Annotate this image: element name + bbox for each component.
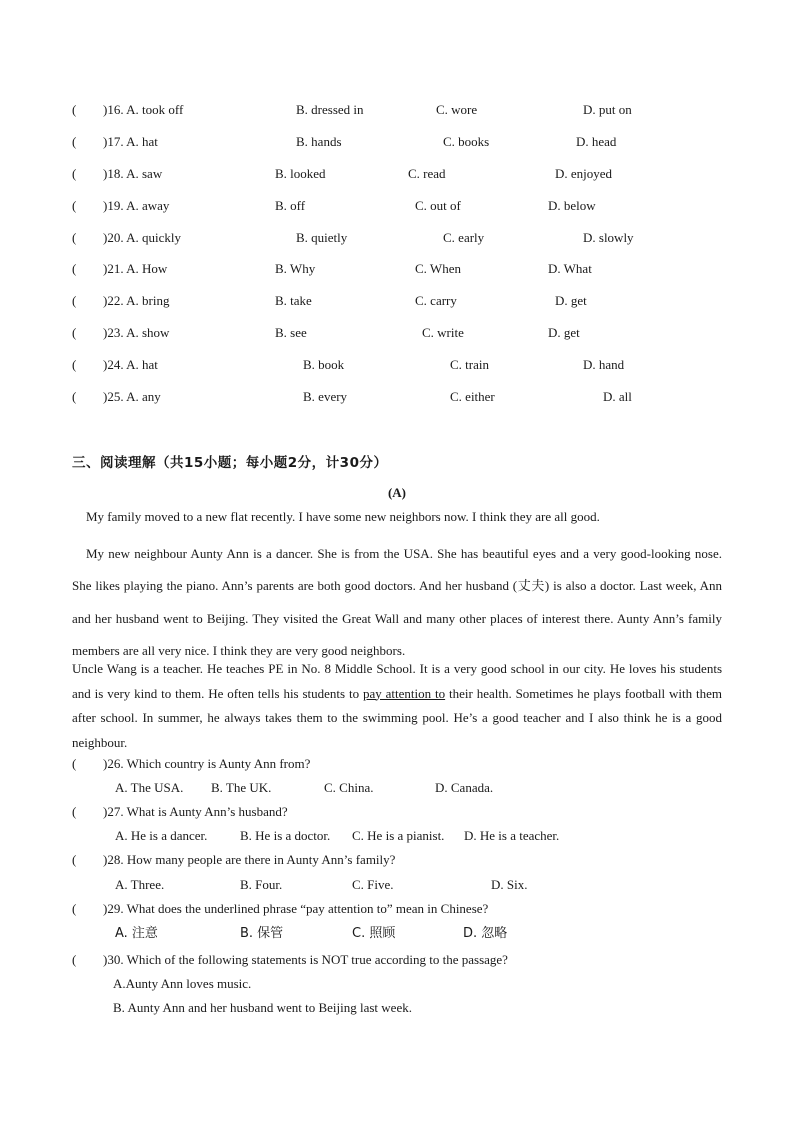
answer-paren: ( <box>72 102 77 117</box>
paragraph-text: their health. Sometimes he plays football with them after school. In summer, he always takes them to the swimming pool. He’s a good teacher and I also think he is a good neighbour. <box>72 685 722 750</box>
answer-paren: ( <box>72 293 77 308</box>
option-b: B. Aunty Ann and her husband went to Beijing last week. <box>113 1000 412 1015</box>
section-title: 三、阅读理解（共15小题；每小题2分，计30分） <box>72 455 388 471</box>
answer-paren: ( <box>72 134 77 149</box>
option-c: C. train <box>450 357 489 372</box>
option-c: C. wore <box>436 102 478 117</box>
option-c: C. books <box>443 134 490 149</box>
paragraph-text: ) is also a doctor. Last week, Ann and her husband went to Beijing. They visited the Great Wall and many other places of interest there. Aunty Ann’s family members are all very nice. I think they are very good neighbors. <box>72 578 722 658</box>
option-c: C. write <box>422 325 464 340</box>
option-b: B. dressed in <box>296 102 364 117</box>
answer-paren: ( <box>72 357 77 372</box>
option-c: C. 照顾 <box>352 926 396 941</box>
question-stem: )21. A. How <box>103 261 168 276</box>
option-d: D. What <box>548 261 592 276</box>
option-c: C. When <box>415 261 461 276</box>
option-a: A. 注意 <box>115 926 158 941</box>
option-d: D. get <box>555 293 587 308</box>
option-d: D. all <box>603 389 632 404</box>
passage-paragraph-1: My family moved to a new flat recently. I have some new neighbors now. I think they are all good. <box>86 509 600 524</box>
option-b: B. book <box>303 357 345 372</box>
answer-paren: ( <box>72 756 77 771</box>
question-stem: )29. What does the underlined phrase “pay attention to” mean in Chinese? <box>103 901 489 916</box>
question-stem: )25. A. any <box>103 389 161 404</box>
option-a: A.Aunty Ann loves music. <box>113 976 252 991</box>
option-c: C. carry <box>415 293 457 308</box>
question-stem: )20. A. quickly <box>103 230 181 245</box>
underlined-phrase: pay attention to <box>362 685 446 701</box>
paragraph-text: Uncle Wang is a teacher. He teaches PE in No. 8 Middle School. It is a very good school in our city. He loves his students and is very kind to them. He often tells his students to <box>72 661 722 701</box>
answer-paren: ( <box>72 389 77 404</box>
option-d: D. enjoyed <box>555 166 613 181</box>
option-d: D. below <box>548 198 596 213</box>
option-d: D. Six. <box>491 877 528 892</box>
option-b: B. Four. <box>240 877 283 892</box>
option-d: D. Canada. <box>435 780 494 795</box>
option-b: B. looked <box>275 166 326 181</box>
paragraph-text: My new neighbour Aunty Ann is a dancer. She is from the USA. She has beautiful eyes and a very good-looking nose. She likes playing the piano. Ann’s parents are both good doctors. And her husband ( <box>72 546 722 593</box>
question-stem: )19. A. away <box>103 198 170 213</box>
option-b: B. hands <box>296 134 342 149</box>
answer-paren: ( <box>72 261 77 276</box>
option-c: C. out of <box>415 198 461 213</box>
answer-paren: ( <box>72 852 77 867</box>
option-c: C. read <box>408 166 446 181</box>
question-stem: )17. A. hat <box>103 134 158 149</box>
question-stem: )26. Which country is Aunty Ann from? <box>103 756 311 771</box>
answer-paren: ( <box>72 804 77 819</box>
option-c: C. Five. <box>352 877 394 892</box>
option-c: C. early <box>443 230 485 245</box>
answer-paren: ( <box>72 325 77 340</box>
question-stem: )18. A. saw <box>103 166 163 181</box>
option-a: A. He is a dancer. <box>115 828 208 843</box>
question-stem: )16. A. took off <box>103 102 184 117</box>
question-stem: )28. How many people are there in Aunty Ann’s family? <box>103 852 396 867</box>
question-stem: )22. A. bring <box>103 293 170 308</box>
cjk-word: 丈夫 <box>517 579 545 594</box>
question-stem: )24. A. hat <box>103 357 158 372</box>
option-b: B. 保管 <box>240 926 284 941</box>
option-b: B. Why <box>275 261 316 276</box>
option-c: C. China. <box>324 780 374 795</box>
option-d: D. slowly <box>583 230 634 245</box>
answer-paren: ( <box>72 952 77 967</box>
option-b: B. He is a doctor. <box>240 828 331 843</box>
question-stem: )27. What is Aunty Ann’s husband? <box>103 804 288 819</box>
passage-label: (A) <box>387 485 407 500</box>
question-stem: )23. A. show <box>103 325 170 340</box>
option-b: B. quietly <box>296 230 348 245</box>
option-d: D. get <box>548 325 580 340</box>
option-b: B. The UK. <box>211 780 272 795</box>
question-stem: )30. Which of the following statements is NOT true according to the passage? <box>103 952 508 967</box>
option-a: A. The USA. <box>115 780 184 795</box>
option-d: D. He is a teacher. <box>464 828 560 843</box>
option-b: B. every <box>303 389 348 404</box>
answer-paren: ( <box>72 198 77 213</box>
answer-paren: ( <box>72 901 77 916</box>
option-d: D. 忽略 <box>463 926 508 941</box>
option-d: D. head <box>576 134 617 149</box>
option-c: C. He is a pianist. <box>352 828 445 843</box>
passage-paragraph-3 <box>72 657 722 755</box>
option-d: D. put on <box>583 102 632 117</box>
option-d: D. hand <box>583 357 625 372</box>
option-b: B. take <box>275 293 312 308</box>
answer-paren: ( <box>72 230 77 245</box>
option-b: B. off <box>275 198 306 213</box>
answer-paren: ( <box>72 166 77 181</box>
option-b: B. see <box>275 325 307 340</box>
option-c: C. either <box>450 389 495 404</box>
option-a: A. Three. <box>115 877 165 892</box>
passage-paragraph-2 <box>72 538 722 667</box>
